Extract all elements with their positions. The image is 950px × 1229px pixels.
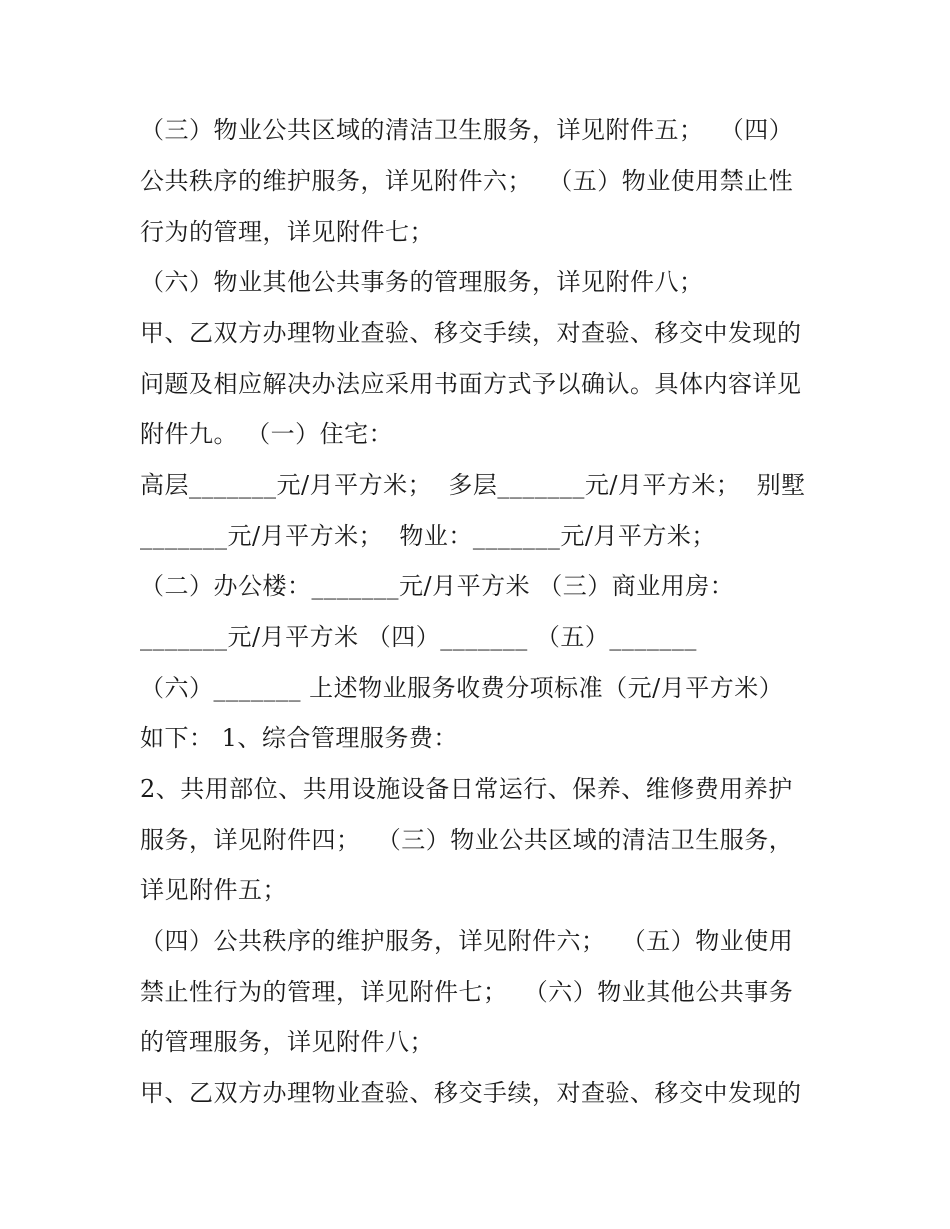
- text-line: 详见附件五；: [140, 876, 287, 904]
- text-line: （二）办公楼：_______元/月平方米 （三）商业用房：: [140, 572, 735, 600]
- text-line: 问题及相应解决办法应采用书面方式予以确认。具体内容详见: [140, 370, 802, 398]
- text-line: 的管理服务，详见附件八；: [140, 1028, 434, 1056]
- text-line: 禁止性行为的管理，详见附件七； （六）物业其他公共事务: [140, 978, 794, 1006]
- text-line: （六）_______ 上述物业服务收费分项标准（元/月平方米）: [140, 674, 784, 702]
- text-line: （六）物业其他公共事务的管理服务，详见附件八；: [140, 268, 704, 296]
- text-line: 附件九。 （一）住宅：: [140, 420, 394, 448]
- text-line: （三）物业公共区域的清洁卫生服务，详见附件五； （四）: [140, 116, 794, 144]
- text-line: 甲、乙双方办理物业查验、移交手续，对查验、移交中发现的: [140, 1079, 802, 1107]
- text-line: _______元/月平方米； 物业：_______元/月平方米；: [140, 522, 716, 550]
- text-line: （四）公共秩序的维护服务，详见附件六； （五）物业使用: [140, 927, 794, 955]
- text-line: 如下： 1、综合管理服务费：: [140, 724, 458, 752]
- text-line: 高层_______元/月平方米； 多层_______元/月平方米； 别墅: [140, 471, 806, 499]
- text-line: 服务，详见附件四； （三）物业公共区域的清洁卫生服务，: [140, 826, 794, 854]
- text-line: 甲、乙双方办理物业查验、移交手续，对查验、移交中发现的: [140, 319, 802, 347]
- text-line: 行为的管理，详见附件七；: [140, 218, 434, 246]
- text-line: 2、共用部位、共用设施设备日常运行、保养、维修费用养护: [140, 775, 793, 803]
- text-line: 公共秩序的维护服务，详见附件六； （五）物业使用禁止性: [140, 167, 794, 195]
- text-line: _______元/月平方米 （四）_______ （五）_______: [140, 623, 697, 651]
